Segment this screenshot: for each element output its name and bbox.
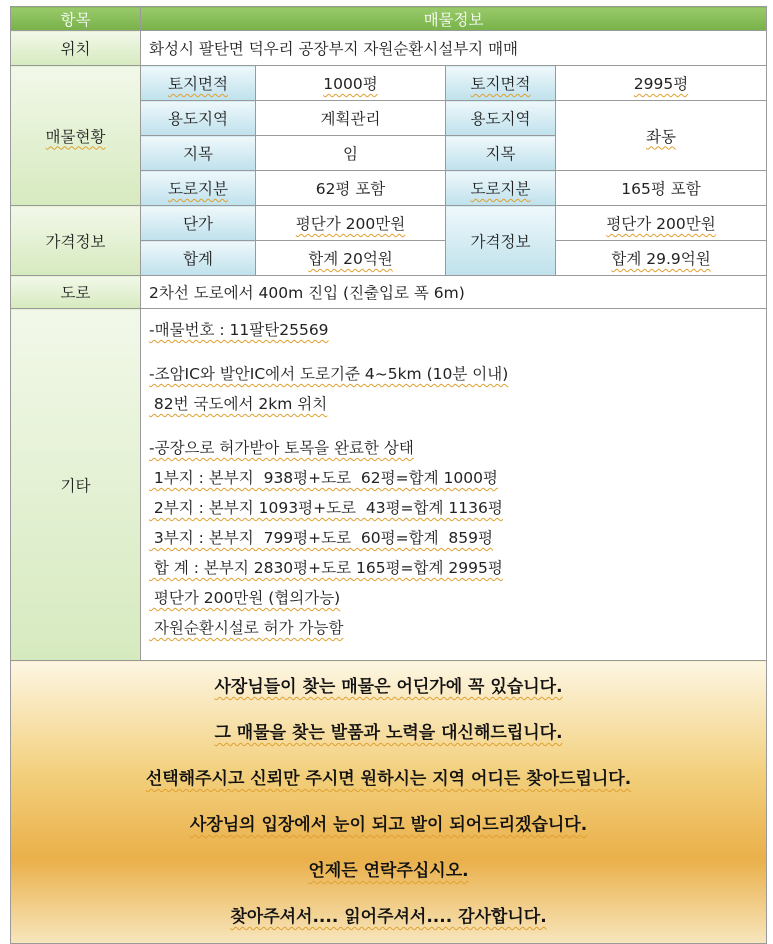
etc-line: -조암IC와 발안IC에서 도로기준 4~5km (10분 이내) <box>149 365 509 383</box>
road-label: 도로 <box>11 276 141 309</box>
closing-line: 선택해주시고 신뢰만 주시면 원하시는 지역 어디든 찾아드립니다. <box>145 769 632 789</box>
landtype-label-right: 지목 <box>446 136 556 171</box>
closing-line: 사장님의 입장에서 눈이 되고 발이 되어드리겠습니다. <box>189 815 588 835</box>
closing-message <box>11 661 767 944</box>
etc-line: -공장으로 허가받아 토목을 완료한 상태 <box>149 439 414 457</box>
etc-line: 평단가 200만원 (협의가능) <box>149 589 341 607</box>
header-item-cell: 항목 <box>11 7 141 31</box>
closing-line: 언제든 연락주십시오. <box>308 861 469 881</box>
total-price-value: 합계 20억원 <box>256 241 446 276</box>
etc-line: 2부지 : 본부지 1093평+도로 43평=합계 1136평 <box>149 499 503 517</box>
etc-line: 1부지 : 본부지 938평+도로 62평=합계 1000평 <box>149 469 498 487</box>
closing-line: 찾아주셔서.... 읽어주셔서.... 감사합니다. <box>230 907 547 927</box>
area-value-right: 2995평 <box>556 66 767 101</box>
header-row <box>11 7 767 31</box>
status-label: 매물현황 <box>11 66 141 206</box>
etc-content <box>141 309 767 661</box>
roadshare-label-right: 도로지분 <box>446 171 556 206</box>
zone-value-left: 계획관리 <box>256 101 446 136</box>
landtype-label-left: 지목 <box>141 136 256 171</box>
price-label: 가격정보 <box>11 206 141 276</box>
closing-line: 사장님들이 찾는 매물은 어딘가에 꼭 있습니다. <box>214 677 563 697</box>
etc-line: 3부지 : 본부지 799평+도로 60평=합계 859평 <box>149 529 493 547</box>
total-price-label: 합계 <box>141 241 256 276</box>
price-row-unit <box>11 206 767 241</box>
roadshare-value-right: 165평 포함 <box>556 171 767 206</box>
zone-value-right: 좌동 <box>556 101 767 171</box>
road-row <box>11 276 767 309</box>
zone-label-right: 용도지역 <box>446 101 556 136</box>
unit-price-label: 단가 <box>141 206 256 241</box>
road-value: 2차선 도로에서 400m 진입 (진출입로 폭 6m) <box>141 276 767 309</box>
roadshare-value-left: 62평 포함 <box>256 171 446 206</box>
zone-label-left: 용도지역 <box>141 101 256 136</box>
price-label-right: 가격정보 <box>446 206 556 276</box>
header-info-cell: 매물정보 <box>141 7 767 31</box>
area-value-left: 1000평 <box>256 66 446 101</box>
property-sheet <box>10 6 767 944</box>
etc-row <box>11 309 767 661</box>
closing-row <box>11 661 767 944</box>
etc-line: -매물번호 : 11팔탄25569 <box>149 321 329 339</box>
etc-label: 기타 <box>11 309 141 661</box>
property-table <box>10 6 767 944</box>
roadshare-label-left: 도로지분 <box>141 171 256 206</box>
unit-price-value-right: 평단가 200만원 <box>556 206 767 241</box>
unit-price-value: 평단가 200만원 <box>256 206 446 241</box>
location-value: 화성시 팔탄면 덕우리 공장부지 자원순환시설부지 매매 <box>141 31 767 66</box>
location-row <box>11 31 767 66</box>
area-label-left: 토지면적 <box>141 66 256 101</box>
etc-line: 합 계 : 본부지 2830평+도로 165평=합계 2995평 <box>149 559 503 577</box>
status-row-area <box>11 66 767 101</box>
area-label-right: 토지면적 <box>446 66 556 101</box>
etc-line: 82번 국도에서 2km 위치 <box>149 395 328 413</box>
etc-line: 자원순환시설로 허가 가능함 <box>149 619 344 637</box>
total-price-value-right: 합계 29.9억원 <box>556 241 767 276</box>
location-label: 위치 <box>11 31 141 66</box>
landtype-value-left: 임 <box>256 136 446 171</box>
closing-line: 그 매물을 찾는 발품과 노력을 대신해드립니다. <box>214 723 563 743</box>
